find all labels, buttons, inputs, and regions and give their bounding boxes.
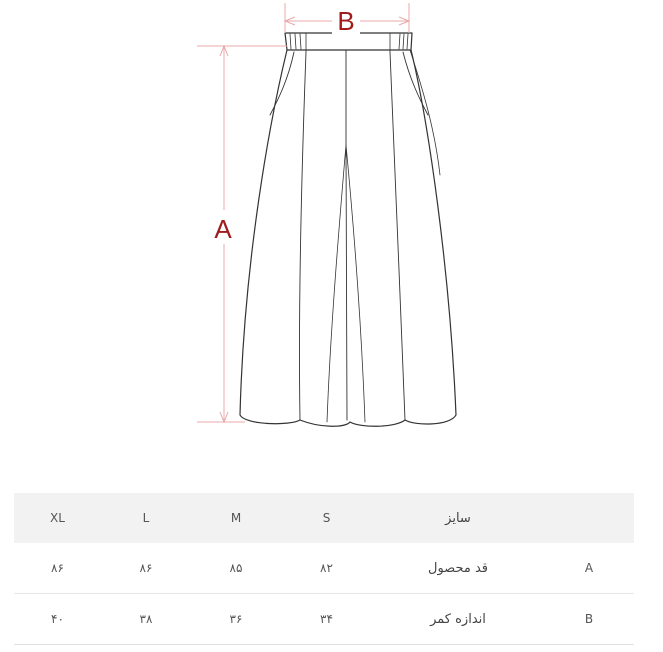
cell-l: ۸۶ bbox=[101, 543, 191, 594]
label-b: B bbox=[337, 6, 355, 36]
dimension-b bbox=[285, 3, 409, 36]
label-a: A bbox=[214, 214, 232, 244]
cell-xl: ۴۰ bbox=[14, 594, 101, 645]
row-label: قد محصول bbox=[372, 543, 544, 594]
table-header-row bbox=[14, 493, 634, 543]
cell-s: ۸۲ bbox=[281, 543, 372, 594]
header-l: L bbox=[101, 493, 191, 543]
table-row bbox=[14, 543, 634, 594]
row-code: B bbox=[544, 594, 634, 645]
header-size: سایز bbox=[372, 493, 544, 543]
cell-m: ۳۶ bbox=[191, 594, 281, 645]
header-s: S bbox=[281, 493, 372, 543]
row-code: A bbox=[544, 543, 634, 594]
cell-s: ۳۴ bbox=[281, 594, 372, 645]
header-code bbox=[544, 493, 634, 543]
row-label: اندازه کمر bbox=[372, 594, 544, 645]
header-m: M bbox=[191, 493, 281, 543]
header-xl: XL bbox=[14, 493, 101, 543]
size-table bbox=[14, 493, 634, 645]
cell-xl: ۸۶ bbox=[14, 543, 101, 594]
cell-m: ۸۵ bbox=[191, 543, 281, 594]
cell-l: ۳۸ bbox=[101, 594, 191, 645]
table-row bbox=[14, 594, 634, 645]
